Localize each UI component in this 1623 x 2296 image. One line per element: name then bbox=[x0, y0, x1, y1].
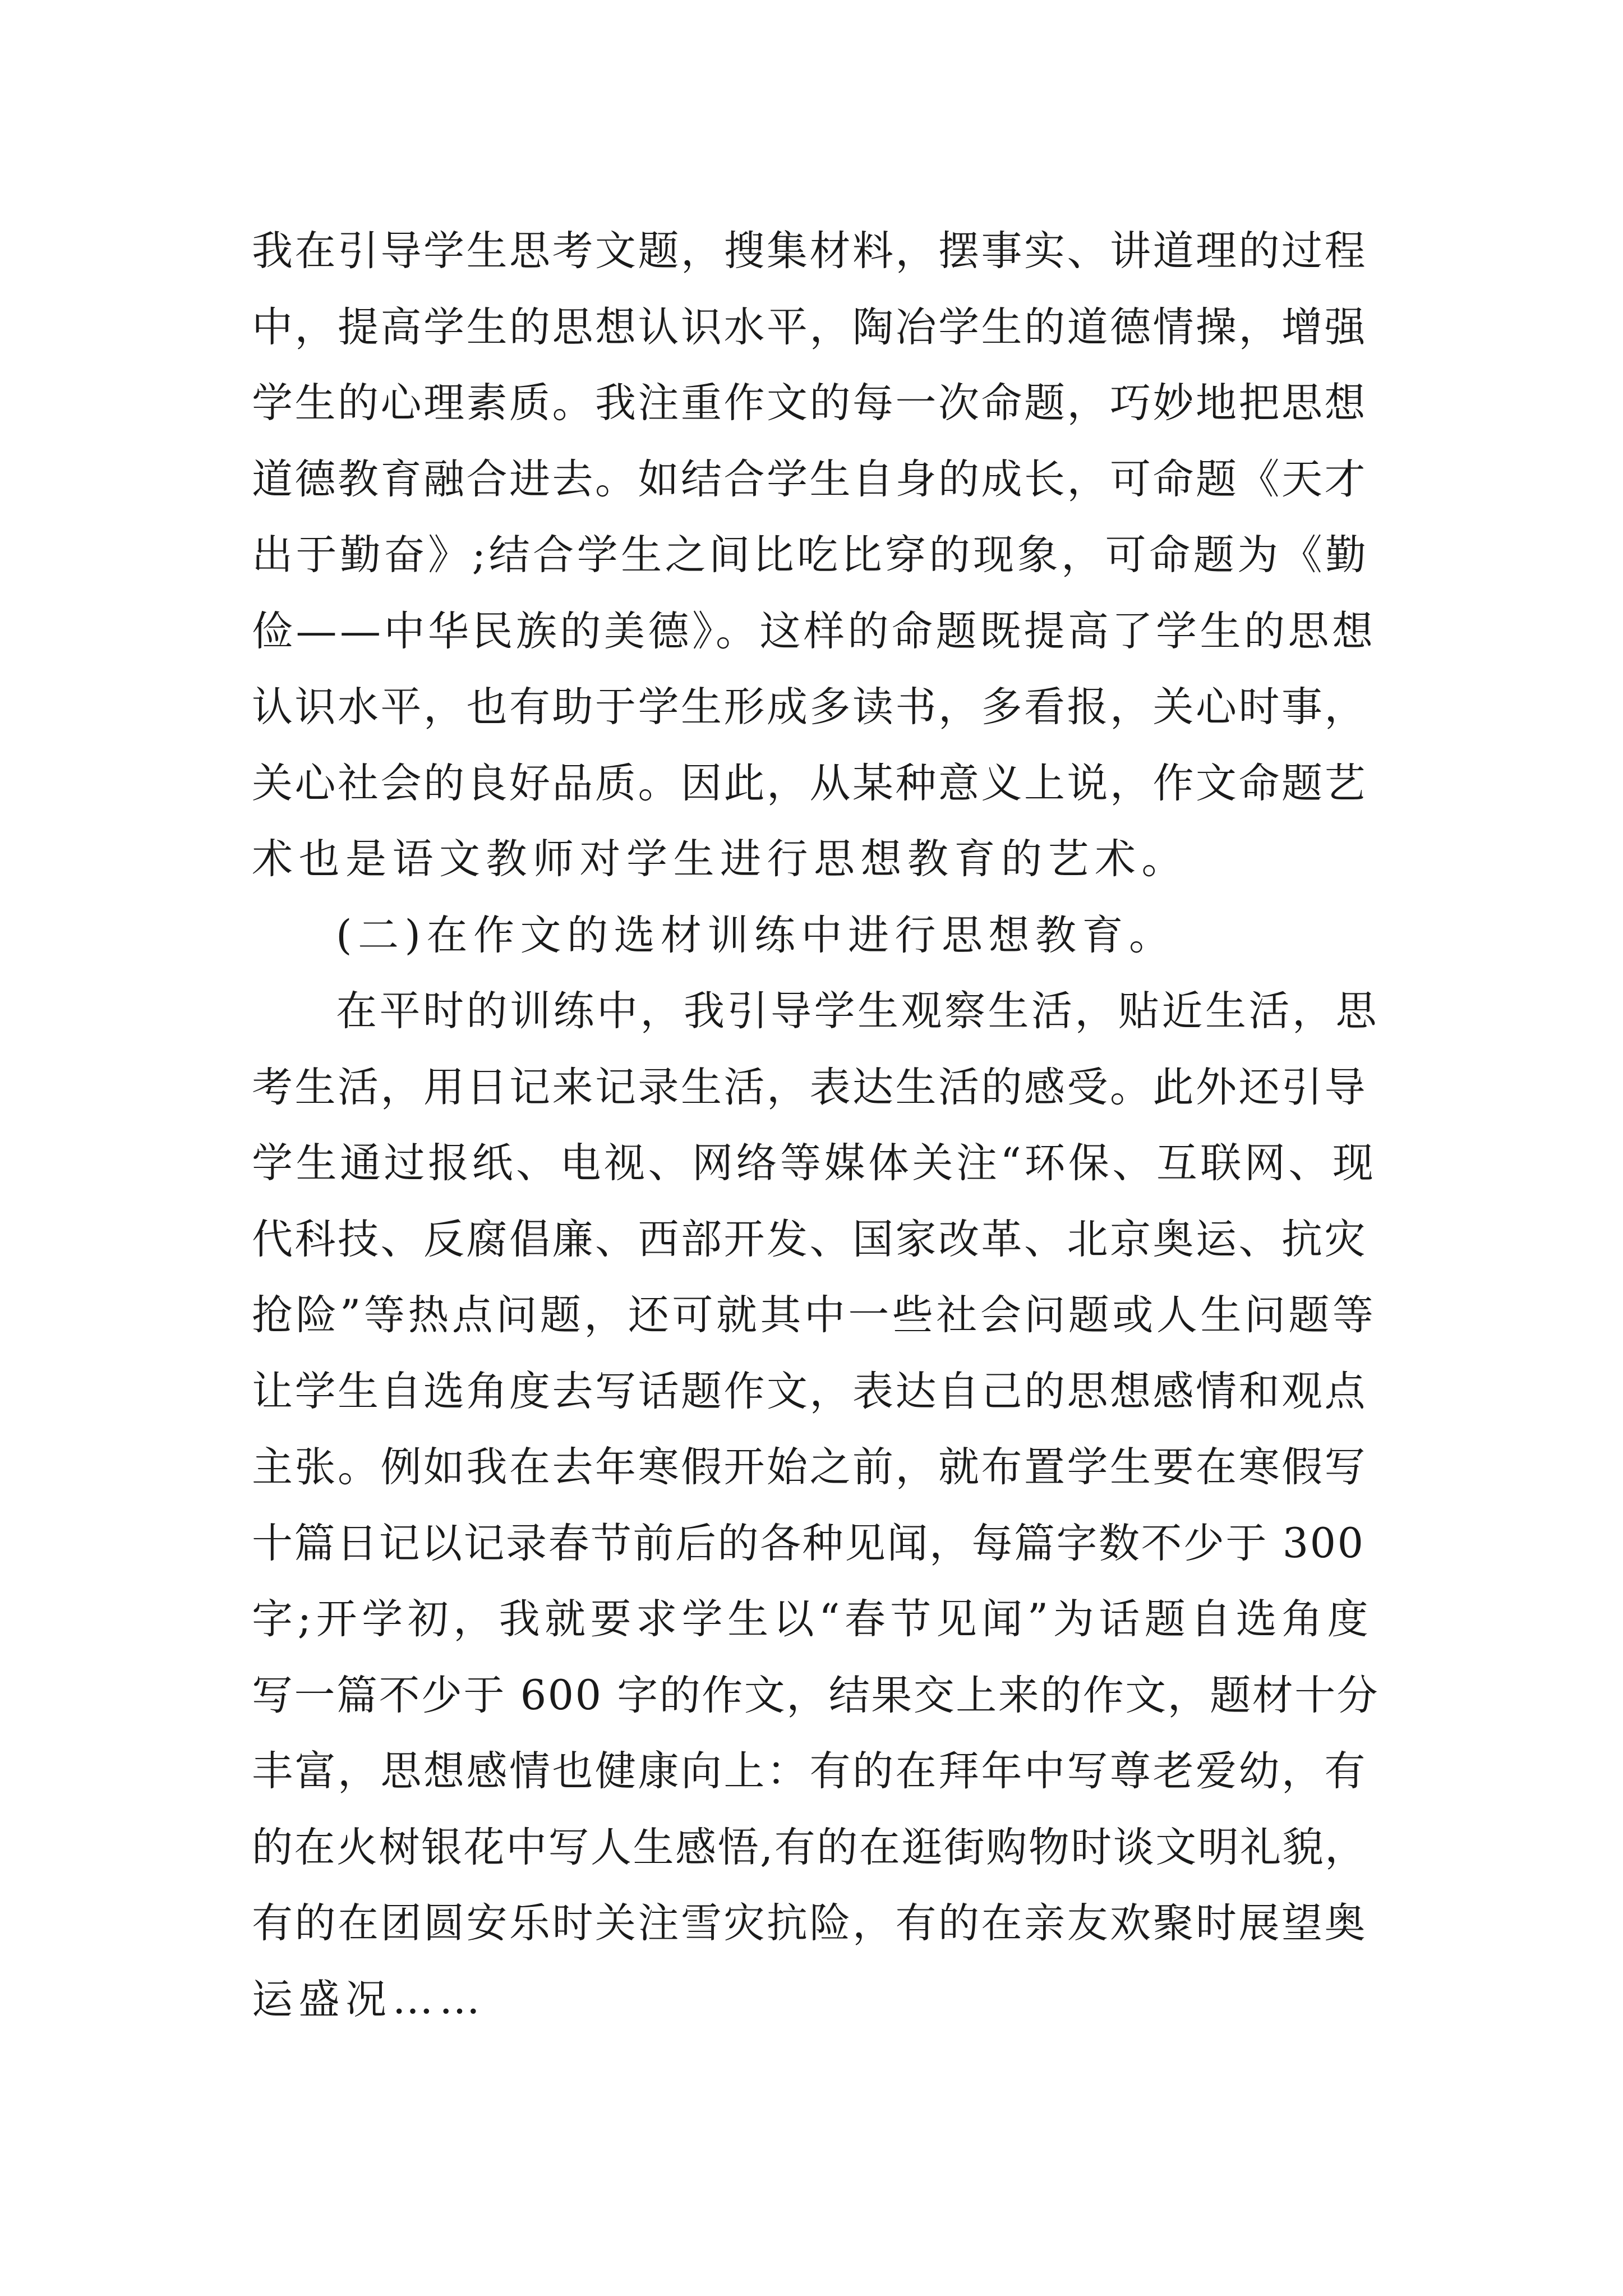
text-line: 的在火树银花中写人生感悟,有的在逛街购物时谈文明礼貌， bbox=[252, 1823, 1367, 1871]
text-line: 十篇日记以记录春节前后的各种见闻，每篇字数不少于 300 bbox=[252, 1519, 1365, 1567]
text-line: 考生活，用日记来记录生活，表达生活的感受。此外还引导 bbox=[252, 1063, 1367, 1111]
text-line: 俭——中华民族的美德》。这样的命题既提高了学生的思想 bbox=[252, 607, 1376, 655]
text-line: 有的在团圆安乐时关注雪灾抗险，有的在亲友欢聚时展望奥 bbox=[252, 1899, 1367, 1947]
text-line: 我在引导学生思考文题，搜集材料，摆事实、讲道理的过程 bbox=[252, 227, 1367, 275]
text-line: (二)在作文的选材训练中进行思想教育。 bbox=[336, 911, 1176, 959]
text-line: 道德教育融合进去。如结合学生自身的成长，可命题《天才 bbox=[252, 455, 1367, 503]
text-line: 认识水平，也有助于学生形成多读书，多看报，关心时事， bbox=[252, 683, 1367, 731]
text-line: 学生的心理素质。我注重作文的每一次命题，巧妙地把思想 bbox=[252, 379, 1367, 427]
text-line: 抢险”等热点问题，还可就其中一些社会问题或人生问题等 bbox=[252, 1291, 1377, 1339]
document-body bbox=[252, 213, 1379, 2037]
text-line: 丰富，思想感情也健康向上：有的在拜年中写尊老爱幼，有 bbox=[252, 1747, 1367, 1795]
text-line: 主张。例如我在去年寒假开始之前，就布置学生要在寒假写 bbox=[252, 1443, 1367, 1491]
text-line: 术也是语文教师对学生进行思想教育的艺术。 bbox=[252, 835, 1188, 883]
text-line: 让学生自选角度去写话题作文，表达自己的思想感情和观点 bbox=[252, 1367, 1367, 1415]
text-line: 学生通过报纸、电视、网络等媒体关注“环保、互联网、现 bbox=[252, 1139, 1377, 1187]
text-line: 写一篇不少于 600 字的作文，结果交上来的作文，题材十分 bbox=[252, 1671, 1380, 1719]
text-line: 字;开学初，我就要求学生以“春节见闻”为话题自选角度 bbox=[252, 1595, 1373, 1643]
text-line: 在平时的训练中，我引导学生观察生活，贴近生活，思 bbox=[336, 987, 1379, 1035]
text-line: 关心社会的良好品质。因此，从某种意义上说，作文命题艺 bbox=[252, 759, 1367, 807]
text-line: 出于勤奋》;结合学生之间比吃比穿的现象，可命题为《勤 bbox=[252, 531, 1370, 579]
text-line: 中，提高学生的思想认识水平，陶冶学生的道德情操，增强 bbox=[252, 303, 1367, 351]
text-line: 运盛况…… bbox=[252, 1975, 486, 2023]
text-line: 代科技、反腐倡廉、西部开发、国家改革、北京奥运、抗灾 bbox=[252, 1215, 1367, 1263]
